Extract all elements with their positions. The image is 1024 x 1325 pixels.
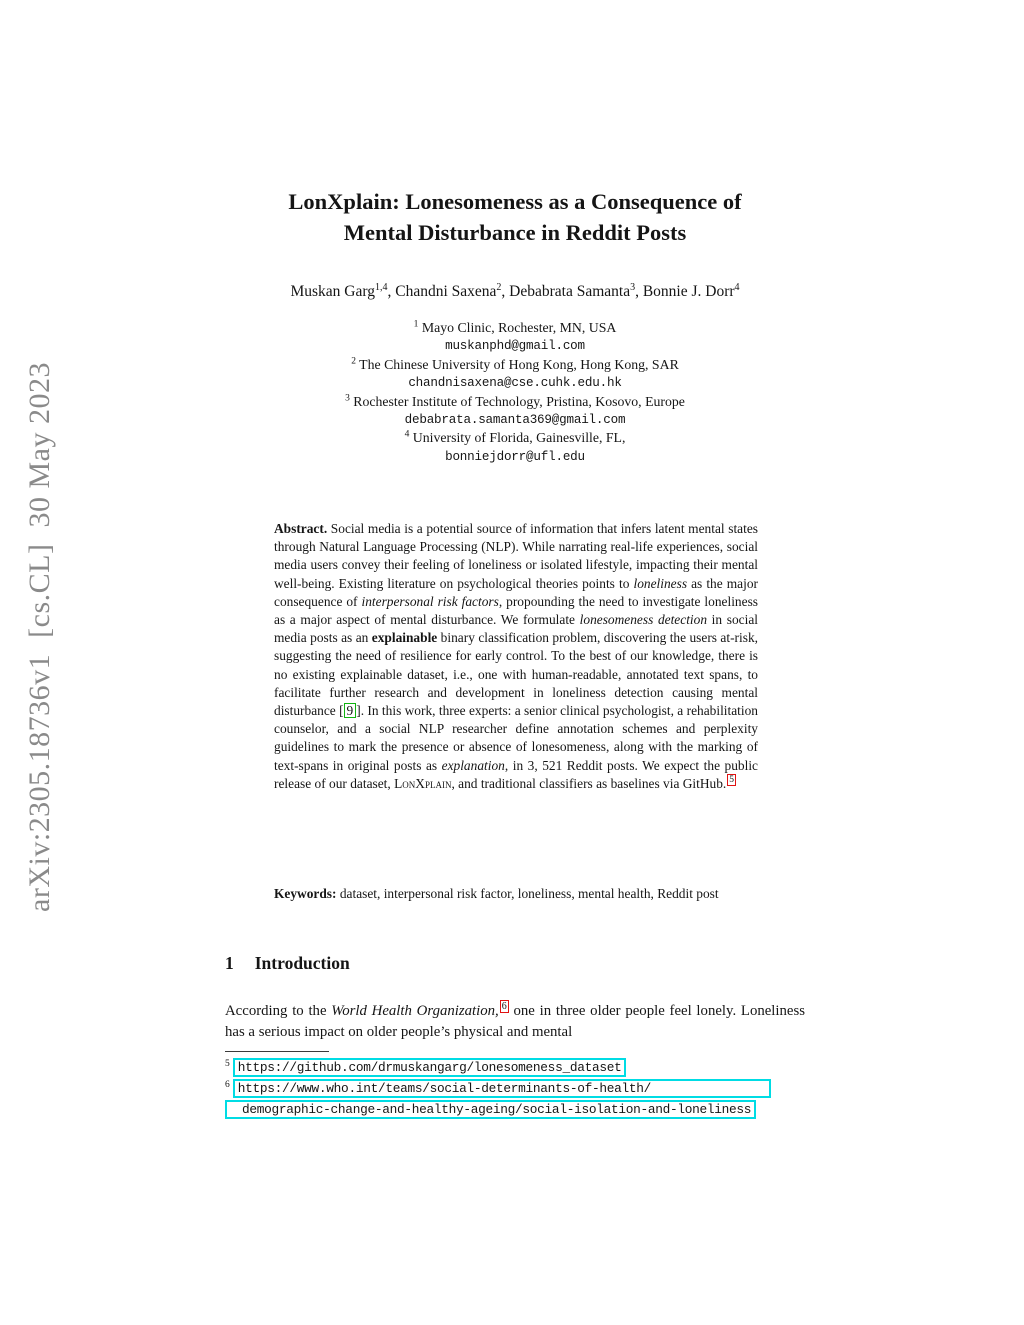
text-segment: , propounding the need to investigate loneliness as a major aspect of mental disturbance. We formulate (274, 593, 758, 628)
footnote-ref[interactable]: 6 (501, 1001, 507, 1013)
author-affil-sup: 4 (734, 281, 740, 293)
section-title: Introduction (254, 953, 350, 973)
text-segment: loneliness (633, 575, 688, 591)
section-1-heading (225, 953, 805, 974)
author-email: chandnisaxena@cse.cuhk.edu.hk (408, 376, 622, 391)
affiliation: $^4$ University of Florida, Gainesville, FL, (404, 429, 626, 446)
text-segment: World Health Organization, (331, 1003, 499, 1019)
text-segment: LonXplain (394, 775, 452, 791)
affiliation-sup: 2 (351, 356, 356, 367)
footnote-url-link[interactable]: https://www.who.int/teams/social-determinants-of-health/ (233, 1079, 771, 1098)
footnote-marker: 6 (225, 1079, 230, 1090)
affiliation: $^2$ The Chinese University of Hong Kong, Hong Kong, SAR (351, 356, 679, 372)
footnote-ref[interactable]: 5 (729, 775, 735, 786)
citation-link[interactable]: 9 (344, 703, 357, 718)
text-segment: in social media posts as an (274, 612, 758, 646)
paper-title (222, 186, 808, 248)
keywords (274, 885, 758, 903)
footnotes (225, 1057, 817, 1120)
paper-title-line2: Mental Disturbance in Reddit Posts (343, 220, 687, 245)
author-affil-sup: 1,4 (374, 281, 388, 293)
author-name: Debabrata Samanta (509, 283, 631, 300)
footnote (225, 1057, 817, 1077)
keywords-label: Keywords: (274, 886, 337, 901)
text-segment: Social media is a potential source of information that infers latent mental states through Natural Language Processing (NLP). While narrating real-life experiences, social media users convey their feeling of loneliness or isolated lifestyle, impacting their mental well-being. Existing literature on psychological theories points to (274, 521, 758, 591)
author-affil-sup: 2 (496, 281, 502, 293)
affiliation-sup: 3 (345, 393, 350, 404)
abstract-text (274, 521, 758, 791)
author-email: muskanphd@gmail.com (445, 339, 585, 354)
text-segment: , and traditional classifiers as baselines via GitHub. (451, 775, 727, 791)
author-name: Bonnie J. Dorr (642, 283, 735, 300)
text-segment: as the major consequence of (274, 575, 758, 609)
affiliation: $^1$ Mayo Clinic, Rochester, MN, USA (413, 319, 617, 335)
text-segment: one in three older people feel lonely. Loneliness has a serious impact on older people’s physical and mental (225, 1003, 806, 1040)
footnote-marker: 5 (225, 1058, 230, 1069)
text-segment: , in 3, 521 Reddit posts. We expect the public release of our dataset, (274, 757, 758, 791)
author-name: Muskan Garg (290, 283, 375, 300)
author-name: Chandni Saxena (395, 283, 497, 300)
footnote (225, 1078, 817, 1098)
section-number: 1 (225, 953, 234, 973)
author-affil-sup: 3 (630, 281, 636, 293)
text-segment: explainable (371, 630, 438, 646)
keywords-text: dataset, interpersonal risk factor, loneliness, mental health, Reddit post (336, 886, 719, 901)
text-segment: According to the (225, 1003, 332, 1019)
footnote-url-link[interactable]: https://github.com/drmuskangarg/lonesomeness_dataset (233, 1058, 627, 1077)
paper-title-line1: LonXplain: Lonesomeness as a Consequence of (288, 189, 742, 214)
footnote-url-link[interactable]: demographic-change-and-healthy-ageing/social-isolation-and-loneliness (225, 1100, 756, 1119)
author-email: debabrata.samanta369@gmail.com (404, 413, 626, 428)
footnote-rule (225, 1051, 329, 1052)
abstract-label: Abstract. (274, 521, 328, 536)
authors-line: Muskan Garg$^{1,4}$, Chandni Saxena$^2$, Debabrata Samanta$^3$, Bonnie J. Dorr$^4$ (290, 281, 740, 300)
abstract (274, 520, 758, 793)
affiliation: $^3$ Rochester Institute of Technology, Pristina, Kosovo, Europe (345, 393, 685, 409)
footnote (225, 1099, 817, 1119)
intro-paragraph (225, 1001, 805, 1042)
affiliations (122, 319, 908, 466)
arxiv-watermark: arXiv:2305.18736v1 [cs.CL] 30 May 2023 (23, 362, 56, 912)
author-email: bonniejdorr@ufl.edu (445, 449, 585, 464)
affiliation-sup: 1 (413, 319, 419, 330)
affiliation-sup: 4 (404, 429, 410, 440)
text-segment: ]. In this work, three experts: a senior clinical psychologist, a rehabilitation counselor, and a social NLP researcher define annotation schemes and perplexity guidelines to mark the presence or absence of lonesomeness, along with the marking of text-spans in original posts as (274, 703, 759, 773)
text-segment: binary classification problem, discovering the users at-risk, suggesting the need of resilience for early control. To the best of our knowledge, there is no existing explainable dataset, i.e., one with human-readable, annotated text spans, to facilitate further research and development in loneliness detection causing mental disturbance [ (274, 630, 758, 719)
text-segment: lonesomeness detection (579, 612, 708, 628)
text-segment: explanation (441, 757, 505, 773)
text-segment: interpersonal risk factors (361, 593, 499, 609)
